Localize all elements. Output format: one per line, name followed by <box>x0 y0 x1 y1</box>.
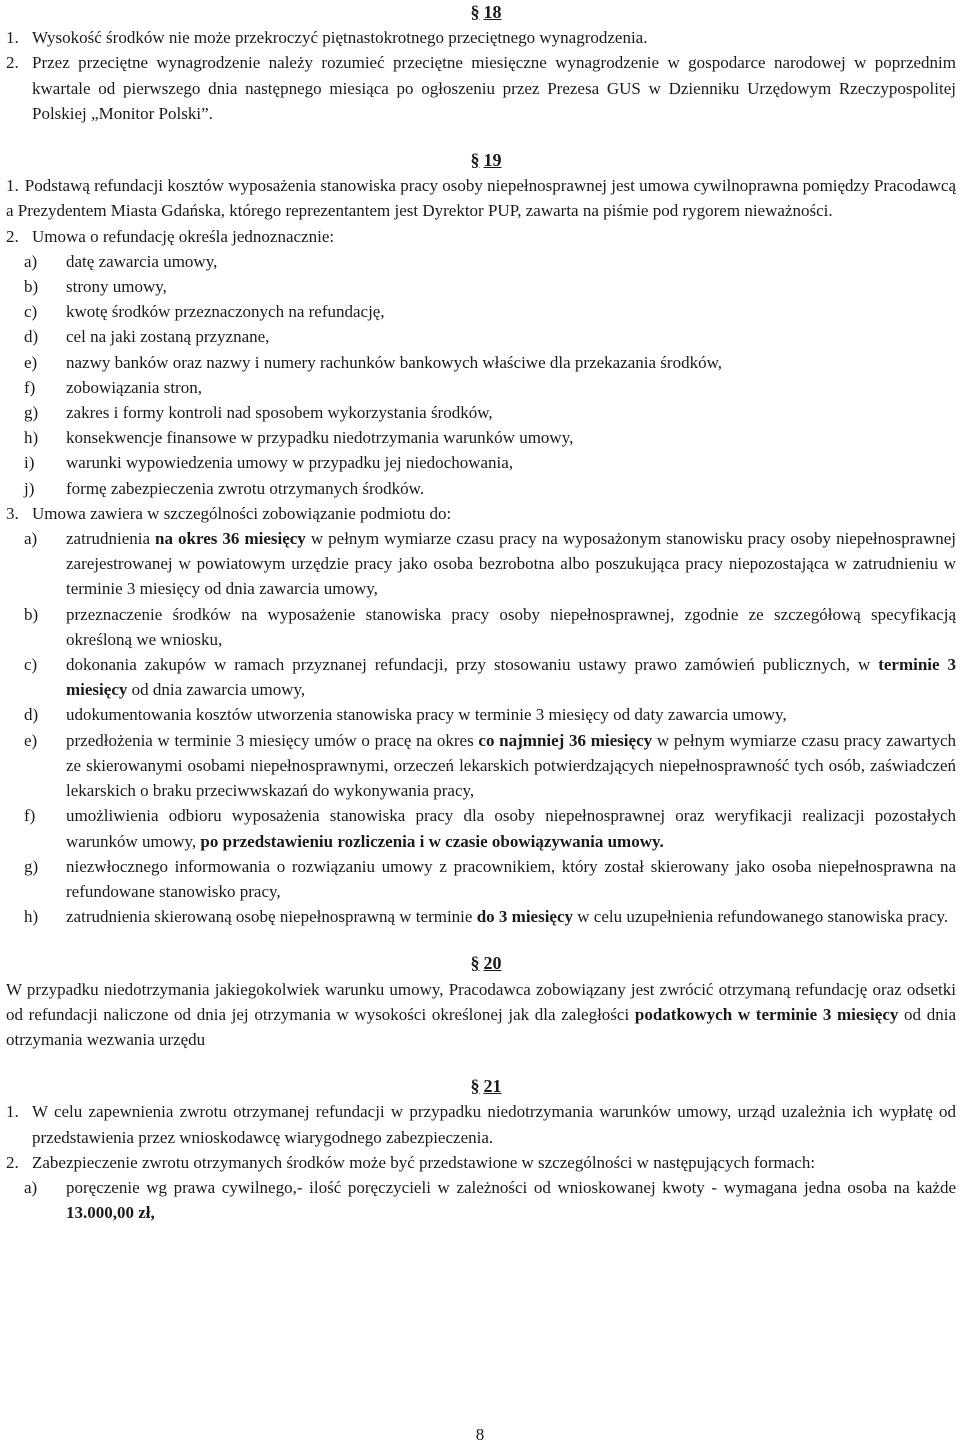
item-text: przeznaczenie środków na wyposażenie stanowiska pracy osoby niepełnosprawnej, zgodnie ze szczegółową specyfikacją określoną we wniosku, <box>66 604 956 649</box>
item-text: w pełnym wymiarze czasu pracy na wyposażonym stanowisku pracy osoby niepełnosprawnej zarejestrowanej w powiatowym urzędzie pracy jako osoba bezrobotna albo poszukująca pracy niepozostająca w zatrudnieniu w terminie 3 miesięcy od dnia zawarcia umowy, <box>66 529 956 599</box>
item-text-bold: terminie 3 miesięcy <box>66 655 956 700</box>
item-letter: c) <box>24 655 38 675</box>
s21-item-2 <box>6 1150 956 1175</box>
item-text: przedłożenia w terminie 3 miesięcy umów o pracę na okres <box>66 730 479 750</box>
item-text: w celu uzupełnienia refundowanego stanowiska pracy. <box>573 907 949 927</box>
item-text: W celu zapewnienia zwrotu otrzymanej refundacji w przypadku niedotrzymania warunków umowy, urząd uzależnia ich wypłatę od przedstawienia przez wnioskodawcę wiarygodnego zabezpieczenia. <box>32 1102 956 1147</box>
s19-2-letter-item <box>6 299 956 324</box>
document-page <box>6 0 956 1225</box>
item-text-bold: co najmniej 36 miesięcy <box>478 730 653 750</box>
item-text-bold: po przedstawieniu rozliczenia i w czasie obowiązywania umowy. <box>200 831 664 851</box>
item-number: 2. <box>6 1152 19 1172</box>
item-text: w pełnym wymiarze czasu pracy zawartych ze skierowanymi osobami niepełnosprawnymi, orzeczeń lekarskich potwierdzających niepełnosprawność tych osób, zaświadczeń lekarskich o braku przeciwwskazań do wykonywania pracy, <box>66 730 957 801</box>
s19-3-letter-item-c <box>6 652 956 702</box>
item-letter: g) <box>24 856 39 876</box>
item-text: udokumentowania kosztów utworzenia stanowiska pracy w terminie 3 miesięcy od daty zawarcia umowy, <box>66 705 787 725</box>
item-number: 2. <box>6 53 19 73</box>
item-letter: e) <box>24 730 38 750</box>
item-text: zakres i formy kontroli nad sposobem wykorzystania środków, <box>66 403 493 423</box>
item-letter: e) <box>24 352 38 372</box>
item-text: formę zabezpieczenia zwrotu otrzymanych środków. <box>66 478 425 498</box>
item-number: 1. <box>6 1102 19 1122</box>
s21-2-letter-item-a <box>6 1175 956 1225</box>
s19-3-letter-item-e <box>6 728 956 804</box>
item-text: umożliwienia odbioru wyposażenia stanowiska pracy dla osoby niepełnosprawnej oraz weryfikacji realizacji pozostałych warunków umowy, <box>66 806 956 851</box>
s19-2-letter-item <box>6 450 956 475</box>
item-letter: d) <box>24 705 39 725</box>
section-heading-19 <box>16 148 956 173</box>
item-text: zobowiązania stron, <box>66 377 202 397</box>
section-heading-18 <box>16 0 956 25</box>
section-number: 21 <box>483 1076 502 1097</box>
item-text: niezwłocznego informowania o rozwiązaniu umowy z pracownikiem, który został skierowany jako osoba niepełnosprawna na refundowane stanowisko pracy, <box>66 856 956 901</box>
s19-2-letter-item <box>6 375 956 400</box>
item-number: 3. <box>6 503 19 523</box>
item-letter: c) <box>24 302 38 322</box>
item-text: Umowa o refundację określa jednoznacznie: <box>32 226 335 246</box>
item-text: Przez przeciętne wynagrodzenie należy rozumieć przeciętne miesięczne wynagrodzenie w gospodarce narodowej w poprzednim kwartale od pierwszego dnia następnego miesiąca po ogłoszeniu przez Prezesa GUS w Dzienniku Urzędowym Rzeczypospolitej Polskiej „Monitor Polski”. <box>32 53 956 123</box>
item-letter: f) <box>24 377 36 397</box>
s19-2-letter-item <box>6 274 956 299</box>
section-heading-20 <box>16 951 956 976</box>
s19-2-letter-item <box>6 324 956 349</box>
item-number: 2. <box>6 226 19 246</box>
section-number: 18 <box>483 2 502 22</box>
s20-paragraph <box>6 977 956 1053</box>
s19-item-2 <box>6 224 956 249</box>
item-text-bold: 13.000,00 zł, <box>66 1203 155 1223</box>
s19-3-letter-item-h <box>6 904 956 929</box>
item-text-bold: do 3 miesięcy <box>476 907 574 927</box>
paragraph-text: od dnia otrzymania wezwania urzędu <box>6 1004 956 1049</box>
item-text: strony umowy, <box>66 277 167 297</box>
item-letter: b) <box>24 604 39 624</box>
item-number: 1. <box>6 176 19 196</box>
page-number: 8 <box>475 1425 485 1444</box>
item-letter: d) <box>24 327 39 347</box>
item-text: datę zawarcia umowy, <box>66 251 218 271</box>
paragraph-text: W przypadku niedotrzymania jakiegokolwiek warunku umowy, Pracodawca zobowiązany jest zwrócić otrzymaną refundację oraz odsetki od refundacji naliczone od dnia jej otrzymania w wysokości określonej jak dla zaległości <box>6 979 956 1024</box>
item-text: konsekwencje finansowe w przypadku niedotrzymania warunków umowy, <box>66 428 574 448</box>
item-text: zatrudnienia <box>66 529 156 549</box>
section-heading-21 <box>16 1074 956 1099</box>
item-letter: j) <box>24 478 35 498</box>
s19-3-letter-item-f <box>6 803 956 853</box>
item-text: nazwy banków oraz nazwy i numery rachunków bankowych właściwe dla przekazania środków, <box>66 352 722 372</box>
item-letter: a) <box>24 529 38 549</box>
s18-item-2 <box>6 50 956 126</box>
item-letter: i) <box>24 453 35 473</box>
s18-item-1 <box>6 25 956 50</box>
item-number: 1. <box>6 28 19 48</box>
item-text: zatrudnienia skierowaną osobę niepełnosprawną w terminie <box>66 907 477 927</box>
s19-3-letter-item-g <box>6 854 956 904</box>
s19-3-letter-item-b <box>6 602 956 652</box>
item-text: Wysokość środków nie może przekroczyć piętnastokrotnego przeciętnego wynagrodzenia. <box>32 28 648 48</box>
s19-3-letter-item-d <box>6 702 956 727</box>
item-text: Umowa zawiera w szczególności zobowiązanie podmiotu do: <box>32 503 452 523</box>
item-letter: b) <box>24 277 39 297</box>
item-letter: g) <box>24 403 39 423</box>
item-letter: a) <box>24 251 38 271</box>
section-symbol: § <box>470 150 480 171</box>
paragraph-text-bold: podatkowych w terminie 3 miesięcy <box>634 1004 899 1024</box>
s19-2-letter-item <box>6 350 956 375</box>
item-letter: h) <box>24 428 39 448</box>
s19-2-letter-item <box>6 249 956 274</box>
s19-item-3 <box>6 501 956 526</box>
s19-3-letter-item-a <box>6 526 956 602</box>
section-number: 20 <box>483 953 502 974</box>
section-symbol: § <box>470 953 480 974</box>
item-letter: f) <box>24 806 36 826</box>
item-text: cel na jaki zostaną przyznane, <box>66 327 270 347</box>
item-text: kwotę środków przeznaczonych na refundację, <box>66 302 385 322</box>
item-text-bold: na okres 36 miesięcy <box>155 529 306 549</box>
s19-item-1 <box>6 173 956 223</box>
s19-2-letter-item <box>6 476 956 501</box>
item-text: od dnia zawarcia umowy, <box>127 680 306 700</box>
item-text: warunki wypowiedzenia umowy w przypadku jej niedochowania, <box>66 453 514 473</box>
item-text: dokonania zakupów w ramach przyznanej refundacji, przy stosowaniu ustawy prawo zamówień publicznych, w <box>66 655 879 675</box>
item-text: Zabezpieczenie zwrotu otrzymanych środków może być przedstawione w szczególności w następujących formach: <box>32 1152 816 1172</box>
section-number: 19 <box>483 150 502 171</box>
section-symbol: § <box>470 2 480 22</box>
s19-2-letter-item <box>6 400 956 425</box>
item-letter: a) <box>24 1177 38 1197</box>
s19-2-letter-item <box>6 425 956 450</box>
item-text: Podstawą refundacji kosztów wyposażenia stanowiska pracy osoby niepełnosprawnej jest umowa cywilnoprawna pomiędzy Pracodawcą a Prezydentem Miasta Gdańska, którego reprezentantem jest Dyrektor PUP, zawarta na piśmie pod rygorem nieważności. <box>6 176 956 221</box>
item-text: poręczenie wg prawa cywilnego,- ilość poręczycieli w zależności od wnioskowanej kwoty - wymagana jedna osoba na każde <box>66 1177 956 1197</box>
section-symbol: § <box>470 1076 480 1097</box>
item-letter: h) <box>24 907 39 927</box>
s21-item-1 <box>6 1099 956 1149</box>
